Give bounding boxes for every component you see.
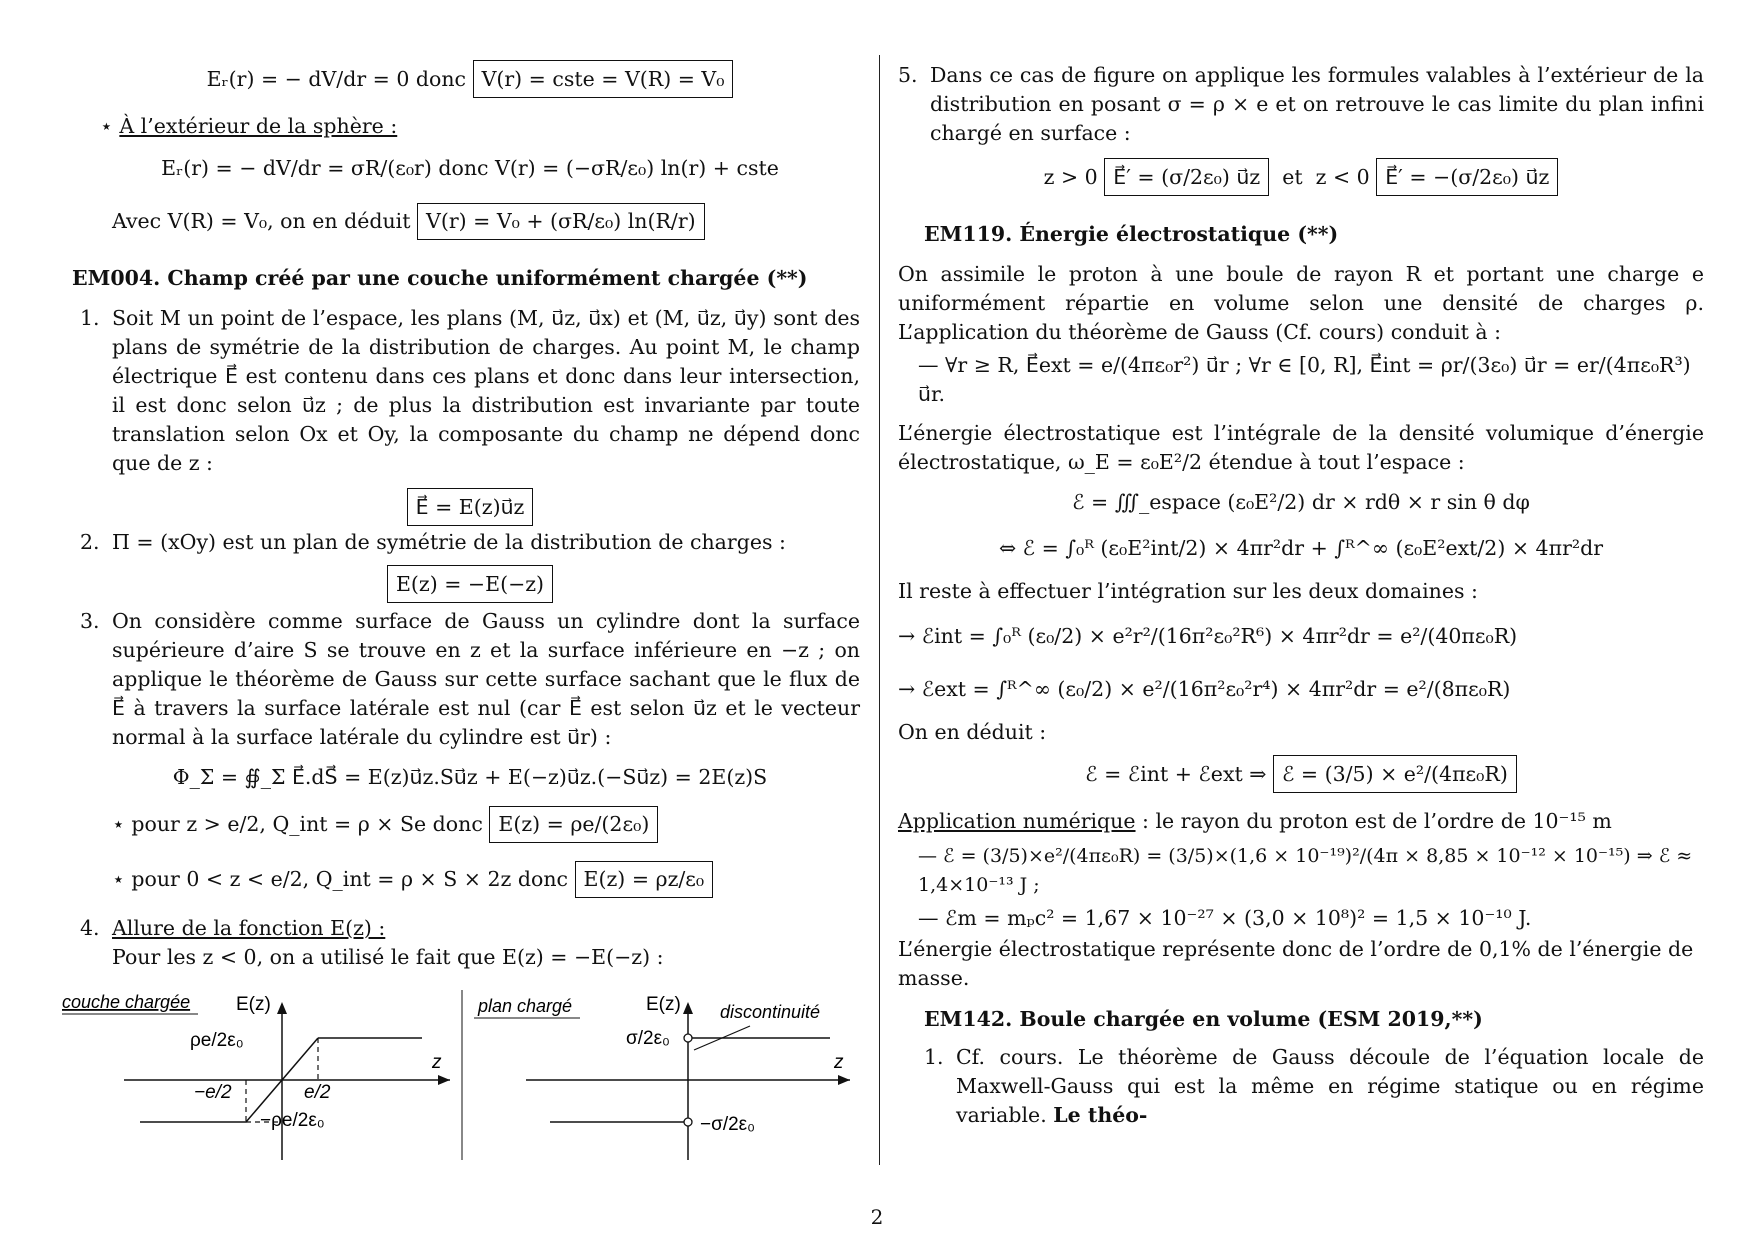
em004-item-3	[80, 607, 860, 752]
item5-box-2: E⃗′ = −(σ/2ε₀) u⃗z	[1376, 158, 1558, 196]
section-title-em004: EM004. Champ créé par une couche uniformément chargée (**)	[72, 266, 808, 290]
em119-total	[898, 755, 1704, 793]
case2-text: pour 0 < z < e/2, Q_int = ρ × S × 2z donc	[131, 867, 569, 891]
eq-inside-box: V(r) = cste = V(R) = V₀	[473, 60, 734, 98]
fig1-pos-label: e/2	[304, 1082, 331, 1103]
item5-results	[898, 158, 1704, 196]
em142-item-1	[924, 1043, 1704, 1130]
item-text: Cf. cours. Le théorème de Gauss découle de l’équation locale de Maxwell-Gauss qui est la même en régime statique ou en régime variable.	[956, 1045, 1704, 1127]
em004-item-4	[80, 914, 860, 972]
item4-label: Allure de la fonction E(z) :	[112, 916, 386, 940]
em004-item-1	[80, 304, 860, 478]
item-number: 1.	[80, 306, 100, 330]
em119-energy-split: ⇔ ℰ = ∫₀ᴿ (ε₀E²int/2) × 4πr²dr + ∫ᴿ^∞ (ε₀E²ext/2) × 4πr²dr	[998, 536, 1604, 560]
em119-result-box: ℰ = (3/5) × e²/(4πε₀R)	[1273, 755, 1517, 793]
item2-box: E(z) = −E(−z)	[387, 565, 553, 603]
figure-plan-charge	[474, 994, 850, 1160]
em004-item-2	[80, 528, 860, 557]
right-column	[898, 55, 1704, 1130]
em119-application	[898, 807, 1704, 836]
em119-intro: On assimile le proton à une boule de rayon R et portant une charge e uniformément répartie en volume selon une densité de charges ρ. L’application du théorème de Gauss (Cf. cours) conduit à :	[898, 262, 1704, 344]
fig2-top-label: σ/2ε₀	[626, 1028, 670, 1049]
fig1-top-label: ρe/2ε₀	[190, 1030, 244, 1051]
fig1-ylabel: E(z)	[236, 994, 271, 1015]
field-figures	[60, 980, 860, 1170]
item-bold-text: Le théo-	[1053, 1103, 1148, 1127]
item5-cond-2: z < 0	[1315, 165, 1370, 189]
item5-cond-1: z > 0	[1043, 165, 1098, 189]
deduce-text: Avec V(R) = V₀, on en déduit	[112, 209, 411, 233]
fig2-ylabel: E(z)	[646, 994, 681, 1015]
em119-numeric-1: — ℰ = (3/5)×e²/(4πε₀R) = (3/5)×(1,6 × 10⁻¹⁹)²/(4π × 8,85 × 10⁻¹² × 10⁻¹⁵) ⇒ ℰ ≈ 1,4×10⁻¹³ J ;	[918, 845, 1693, 896]
item-text: On considère comme surface de Gauss un cylindre dont la surface supérieure d’aire S se trouve en z et la surface inférieure en −z ; on applique le théorème de Gauss sur cette surface sachant que le flux de E⃗ à travers la surface latérale est nul (car E⃗ est selon u⃗z et le vecteur normal à la surface latérale du cylindre est u⃗r) :	[112, 609, 860, 749]
em119-numeric-2: — ℰm = mₚc² = 1,67 × 10⁻²⁷ × (3,0 × 10⁸)² = 1,5 × 10⁻¹⁰ J.	[918, 906, 1532, 930]
item2-result	[80, 565, 860, 603]
em119-sum: ℰ = ℰint + ℰext ⇒	[1085, 762, 1267, 786]
em119-energy-density: L’énergie électrostatique est l’intégrale de la densité volumique d’énergie électrostatique, ω_E = ε₀E²/2 étendue à tout l’espace :	[898, 421, 1704, 474]
fig1-xlabel: z	[432, 1052, 442, 1073]
case-2: ⋆ pour 0 < z < e/2, Q_int = ρ × S × 2z donc E(z) = ρz/ε₀	[80, 861, 860, 898]
em119-fields: — ∀r ≥ R, E⃗ext = e/(4πε₀r²) u⃗r ; ∀r ∈ [0, R], E⃗int = ρr/(3ε₀) u⃗r = er/(4πε₀R³) u⃗r.	[918, 353, 1691, 406]
em119-deduce: On en déduit :	[898, 720, 1047, 744]
fig1-neg-label: −e/2	[194, 1082, 232, 1103]
item-text: Dans ce cas de figure on applique les formules valables à l’extérieur de la distribution en posant σ = ρ × e et on retrouve le cas limite du plan infini chargé en surface :	[930, 63, 1704, 145]
em119-energy-integral: ℰ = ∭_espace (ε₀E²/2) dr × rdθ × r sin θ dφ	[1072, 490, 1530, 514]
item1-box: E⃗ = E(z)u⃗z	[407, 488, 534, 526]
fig2-title: plan chargé	[478, 996, 573, 1016]
section-title-em119: EM119. Énergie électrostatique (**)	[924, 222, 1339, 246]
case-1: ⋆ pour z > e/2, Q_int = ρ × Se donc E(z) = ρe/(2ε₀)	[80, 806, 860, 843]
page-number: 2	[870, 1205, 884, 1229]
em119-integration-text: Il reste à effectuer l’intégration sur les deux domaines :	[898, 579, 1478, 603]
case2-box: E(z) = ρz/ε₀	[575, 861, 714, 898]
em004-item-5	[898, 61, 1704, 148]
application-text: : le rayon du proton est de l’ordre de 10⁻¹⁵ m	[1135, 809, 1612, 833]
application-label: Application numérique	[898, 809, 1136, 833]
item-number: 3.	[80, 609, 100, 633]
eq-inside	[80, 60, 860, 98]
item5-box-1: E⃗′ = (σ/2ε₀) u⃗z	[1104, 158, 1269, 196]
column-divider	[879, 55, 880, 1165]
item5-and: et	[1282, 165, 1303, 189]
item-text: Π = (xOy) est un plan de symétrie de la distribution de charges :	[112, 530, 786, 554]
em119-conclusion: L’énergie électrostatique représente donc de l’ordre de 0,1% de l’énergie de masse.	[898, 937, 1694, 990]
em119-ext-eq: → ℰext = ∫ᴿ^∞ (ε₀/2) × e²/(16π²ε₀²r⁴) × 4πr²dr = e²/(8πε₀R)	[898, 677, 1511, 701]
eq-inside-text: Eᵣ(r) = − dV/dr = 0 donc	[206, 67, 467, 91]
item-number: 4.	[80, 916, 100, 940]
fig2-note: discontinuité	[720, 1002, 821, 1022]
deduce-line	[80, 203, 860, 240]
section-title-em142: EM142. Boule chargée en volume (ESM 2019,**)	[924, 1007, 1483, 1031]
eq-outside: Eᵣ(r) = − dV/dr = σR/(ε₀r) donc V(r) = (−σR/ε₀) ln(r) + cste	[161, 156, 779, 180]
item-text: Pour les z < 0, on a utilisé le fait que E(z) = −E(−z) :	[112, 945, 664, 969]
gauss-flux-eq: Φ_Σ = ∯_Σ E⃗.dS⃗ = E(z)u⃗z.Su⃗z + E(−z)u⃗z.(−Su⃗z) = 2E(z)S	[172, 765, 768, 789]
item-number: 2.	[80, 530, 100, 554]
outside-heading: ⋆ À l’extérieur de la sphère :	[100, 114, 398, 138]
item-number: 5.	[898, 63, 918, 87]
case1-text: pour z > e/2, Q_int = ρ × Se donc	[131, 812, 483, 836]
em119-int-eq: → ℰint = ∫₀ᴿ (ε₀/2) × e²r²/(16π²ε₀²R⁶) × 4πr²dr = e²/(40πε₀R)	[898, 624, 1518, 648]
item-text: Soit M un point de l’espace, les plans (M, u⃗z, u⃗x) et (M, u⃗z, u⃗y) sont des plans de symétrie de la distribution de charges. Au point M, le champ électrique E⃗ est contenu dans ces plans et donc dans leur intersection, il est donc selon u⃗z ; de plus la distribution est invariante par toute translation selon Ox et Oy, la composante du champ ne dépend donc que de z :	[112, 306, 860, 475]
fig1-bottom-label: −ρe/2ε₀	[260, 1110, 325, 1131]
fig2-xlabel: z	[834, 1052, 844, 1073]
fig1-title: couche chargée	[62, 992, 191, 1012]
fig2-bottom-label: −σ/2ε₀	[700, 1114, 756, 1135]
outside-label: À l’extérieur de la sphère :	[119, 114, 398, 138]
left-column	[72, 55, 860, 972]
item-number: 1.	[924, 1045, 944, 1069]
case1-box: E(z) = ρe/(2ε₀)	[489, 806, 658, 843]
deduce-box: V(r) = V₀ + (σR/ε₀) ln(R/r)	[417, 203, 705, 240]
item1-result	[80, 488, 860, 526]
figure-couche-chargee	[62, 992, 450, 1160]
